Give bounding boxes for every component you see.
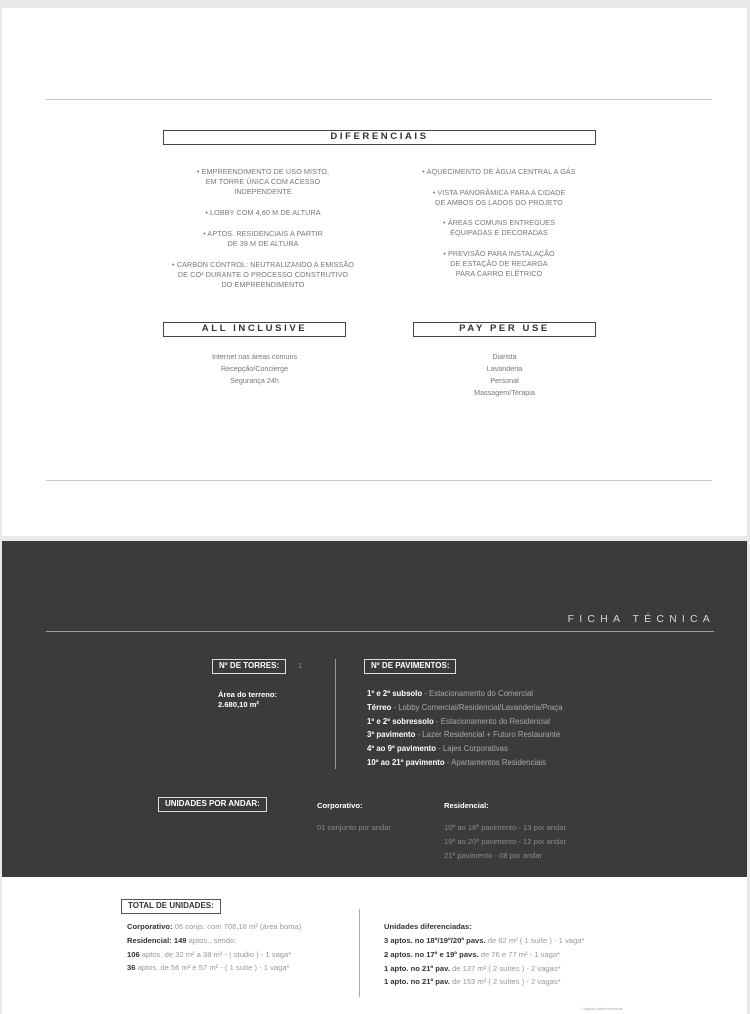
total-line-key: Corporativo: xyxy=(127,922,173,931)
pavimento-level: 3º pavimento xyxy=(367,730,416,740)
total-line-key: 106 xyxy=(127,949,140,959)
diferenciada-line xyxy=(384,962,584,976)
corporativo-label: Corporativo: xyxy=(317,801,363,810)
pay-per-use-item: Diarista xyxy=(492,352,517,361)
pavimentos-label: Nº DE PAVIMENTOS: xyxy=(364,659,456,674)
pavimento-use: - Apartamentos Residenciais xyxy=(444,757,547,767)
residencial-line: 21º pavimento - 08 por andar xyxy=(444,850,543,860)
pavimentos-list xyxy=(367,687,562,770)
all-inclusive-list xyxy=(163,351,346,387)
footnote: *Vagas indeterminadas xyxy=(581,1006,623,1011)
pavimento-level: Térreo xyxy=(367,702,392,712)
pavimento-use: - Estacionamento do Residencial xyxy=(433,716,550,726)
unidades-label: UNIDADES POR ANDAR: xyxy=(158,797,267,812)
pavimento-level: 10º ao 21º pavimento xyxy=(367,757,445,767)
total-line-value: aptos. de 32 m² a 38 m² - ( studio ) - 1 vaga* xyxy=(139,949,292,959)
diferenciada-value: de 76 e 77 m² - 1 vaga* xyxy=(478,949,561,959)
total-unidades-section xyxy=(2,877,747,1014)
pay-per-use-item: Lavanderia xyxy=(486,364,523,373)
all-inclusive-item: Recepção/Concierge xyxy=(220,364,289,373)
diferenciada-value: de 153 m² ( 2 suítes ) - 2 vagas* xyxy=(449,977,561,987)
diferencial-left-1: • EMPREENDIMENTO DE USO MISTO, EM TORRE ÚNICA COM ACESSO INDEPENDENTE xyxy=(196,167,330,196)
diferenciadas-label-text: Unidades diferenciadas: xyxy=(384,922,472,931)
diferenciada-key: 2 aptos. no 17º e 19º pavs. xyxy=(384,949,479,959)
pavimento-level: 1º e 2º sobressolo xyxy=(367,716,434,726)
area-label: Área do terreno: xyxy=(218,690,278,699)
all-inclusive-item: Internet nas áreas comuns xyxy=(211,352,298,361)
total-line xyxy=(127,948,301,962)
pavimento-row xyxy=(367,742,562,756)
pavimento-use: - Lazer Residencial + Futuro Restaurante xyxy=(415,730,561,740)
pavimento-row xyxy=(367,715,562,729)
ficha-tecnica-section xyxy=(2,541,747,877)
diferenciada-key: 1 apto. no 21º pav. xyxy=(384,963,450,973)
diferenciada-line xyxy=(384,934,584,948)
torres-label: Nº DE TORRES: xyxy=(212,659,286,674)
diferenciadas-label xyxy=(384,920,472,934)
pavimento-use: - Lajes Corporativas xyxy=(435,744,508,754)
total-line-value: 06 conjs. com 706,18 m² (área boma) xyxy=(172,922,302,931)
all-inclusive-title: ALL INCLUSIVE xyxy=(163,322,346,337)
diferencial-right-3: • ÁREAS COMUNS ENTREGUES EQUIPADAS E DECORADAS xyxy=(443,218,555,237)
total-line-value: aptos., sendo: xyxy=(186,935,237,945)
residencial-line: 10º ao 18º pavimento - 13 por andar xyxy=(444,823,567,832)
total-list xyxy=(127,920,301,975)
all-inclusive-item: Segurança 24h xyxy=(230,376,279,385)
residencial-label: Residencial: xyxy=(444,801,489,810)
bottom-vertical-divider xyxy=(359,909,360,997)
pavimento-row xyxy=(367,728,562,742)
top-divider xyxy=(46,99,712,100)
pay-per-use-list xyxy=(413,351,596,399)
pavimento-row xyxy=(367,687,562,701)
vertical-divider xyxy=(335,659,336,769)
pay-per-use-item: Massagem/Terapia xyxy=(474,388,535,397)
diferencial-right-1: • AQUECIMENTO DE ÁGUA CENTRAL A GÁS xyxy=(422,167,576,176)
pavimento-use: - Lobby Comercial/Residencial/Lavanderia/Praça xyxy=(391,702,563,712)
diferencial-left-4: • CARBON CONTROL: NEUTRALIZANDO A EMISSÃO DE CO² DURANTE O PROCESSO CONSTRUTIVO DO EMPREENDIMENTO xyxy=(172,260,354,289)
pavimento-use: - Estacionamento do Comercial xyxy=(422,689,534,698)
diferencial-right-4: • PREVISÃO PARA INSTALAÇÃO DE ESTAÇÃO DE RECARGA PARA CARRO ELÉTRICO xyxy=(443,249,555,278)
residencial-line: 19º ao 20º pavimento - 12 por andar xyxy=(444,836,567,846)
diferenciais-title: DIFERENCIAIS xyxy=(163,130,596,145)
diferencial-left-2: • LOBBY COM 4,60 M DE ALTURA xyxy=(205,208,321,217)
total-line xyxy=(127,920,301,934)
diferenciada-value: de 137 m² ( 2 suítes ) - 2 vagas* xyxy=(449,963,561,973)
diferenciada-key: 1 apto. no 21º pav. xyxy=(384,977,450,987)
total-label: TOTAL DE UNIDADES: xyxy=(121,899,221,914)
pay-per-use-title: PAY PER USE xyxy=(413,322,596,337)
residencial-list xyxy=(444,821,566,862)
diferenciada-line xyxy=(384,948,584,962)
pavimento-level: 4º ao 9º pavimento xyxy=(367,744,436,754)
diferencial-left-3: • APTOS. RESIDENCIAIS A PARTIR DE 39 M DE ALTURA xyxy=(203,229,323,248)
total-line xyxy=(127,934,301,948)
bottom-divider xyxy=(46,480,712,481)
corporativo-value: 01 conjunto por andar xyxy=(317,823,391,832)
pay-per-use-item: Personal xyxy=(490,376,519,385)
diferenciada-line xyxy=(384,975,584,989)
ficha-divider xyxy=(46,631,714,632)
area-value: 2.680,10 m² xyxy=(218,700,259,709)
diferenciada-value: de 62 m² ( 1 suíte ) - 1 vaga* xyxy=(485,936,585,945)
torres-value: 1 xyxy=(298,661,303,670)
diferenciais-page xyxy=(2,8,747,536)
ficha-tecnica-title: FICHA TÉCNICA xyxy=(567,613,715,625)
pavimento-row xyxy=(367,701,562,715)
pavimento-level: 1º e 2º subsolo xyxy=(367,689,423,698)
pavimento-row xyxy=(367,756,562,770)
total-line xyxy=(127,961,301,975)
diferenciadas-list xyxy=(384,934,584,989)
diferencial-right-2: • VISTA PANORÂMICA PARA A CIDADE DE AMBOS OS LADOS DO PROJETO xyxy=(432,188,566,207)
total-line-key: 36 xyxy=(127,963,136,973)
total-line-value: aptos. de 56 m² e 57 m² - ( 1 suíte ) - 1 vaga* xyxy=(135,963,290,973)
diferenciada-key: 3 aptos. no 18º/19º/20º pavs. xyxy=(384,936,486,945)
total-line-key: Residencial: 149 xyxy=(127,935,187,945)
